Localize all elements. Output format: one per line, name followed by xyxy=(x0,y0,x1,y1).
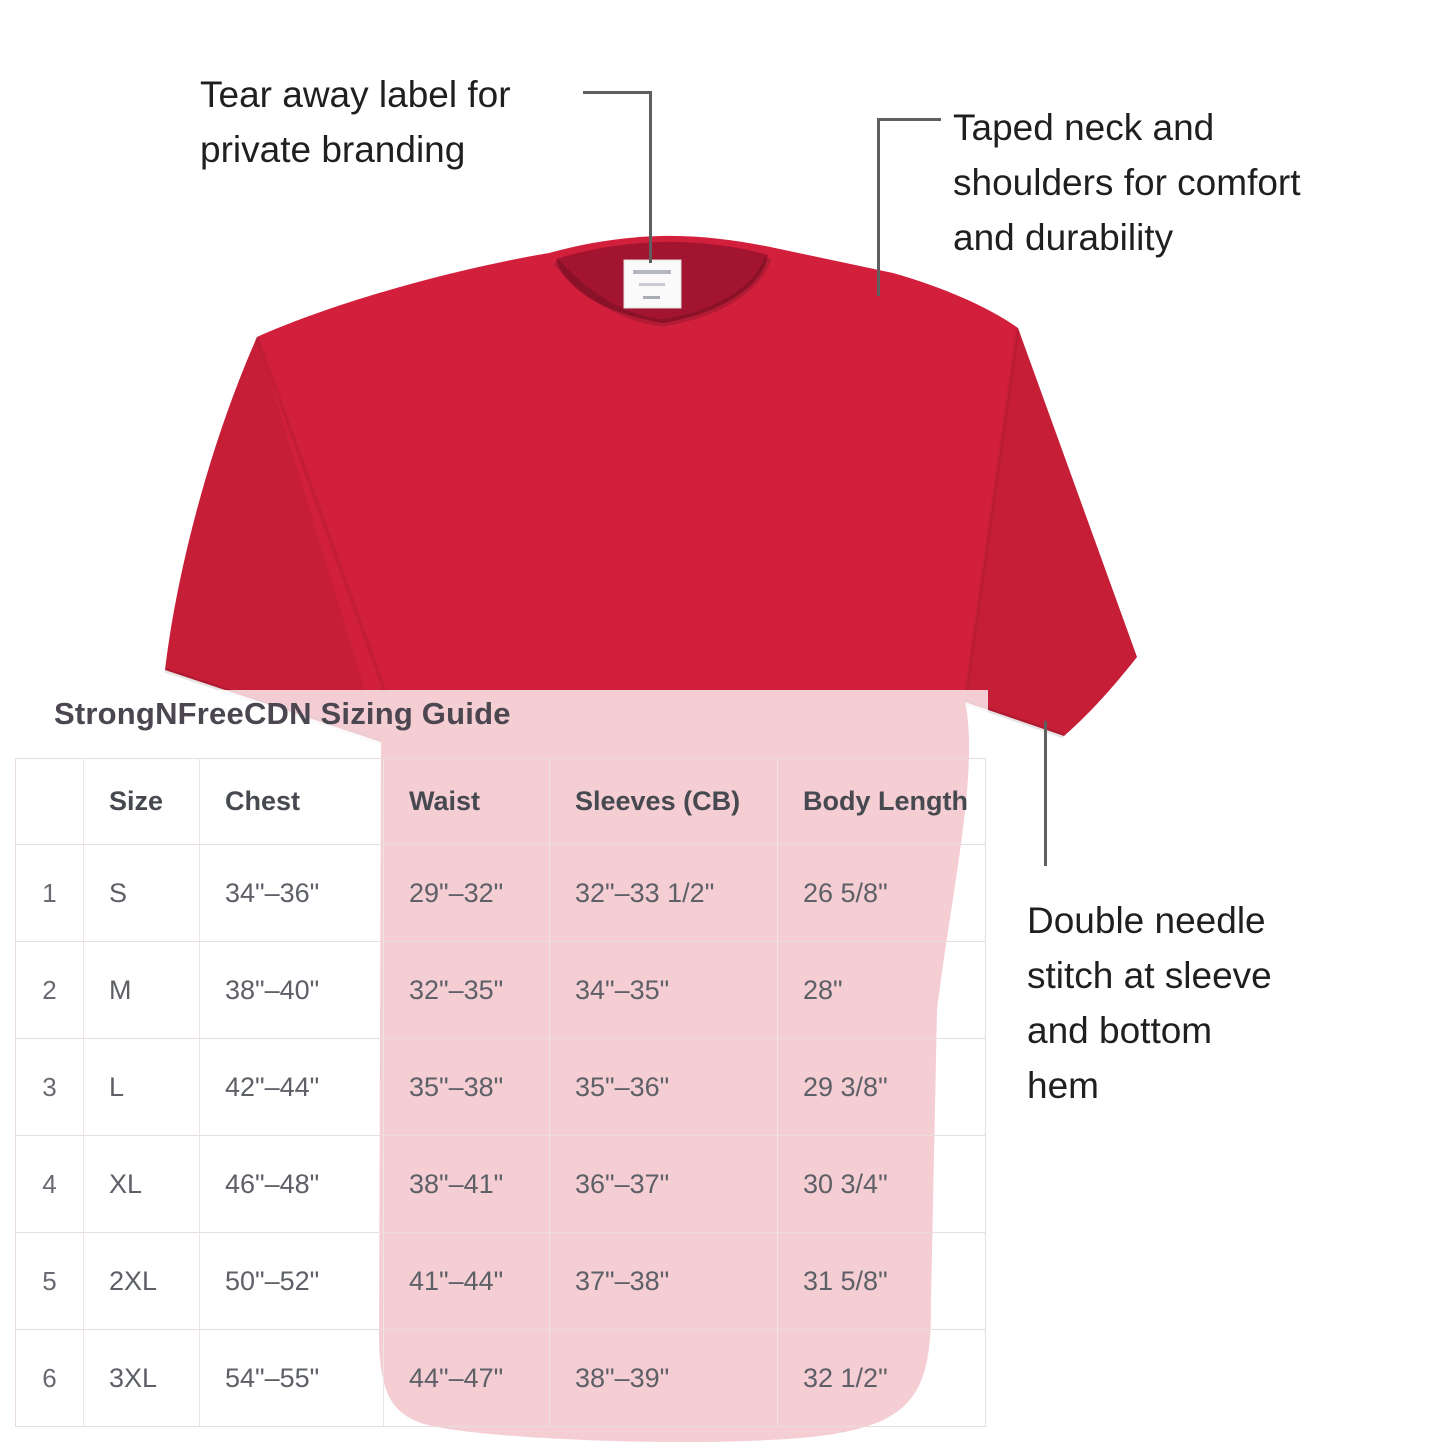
column-header-size: Size xyxy=(83,759,199,844)
cell-size: S xyxy=(83,844,199,941)
row-index: 1 xyxy=(16,844,83,941)
cell-chest: 38"–40" xyxy=(199,941,383,1038)
cell-size: L xyxy=(83,1038,199,1135)
cell-sleeves: 38"–39" xyxy=(549,1329,777,1426)
callout-text-line: hem xyxy=(1027,1065,1099,1106)
column-header-waist: Waist xyxy=(383,759,549,844)
cell-body-length: 31 5/8" xyxy=(777,1232,985,1329)
cell-sleeves: 32"–33 1/2" xyxy=(549,844,777,941)
callout-tear-away-label xyxy=(200,67,511,177)
cell-body-length: 32 1/2" xyxy=(777,1329,985,1426)
row-index: 4 xyxy=(16,1135,83,1232)
cell-waist: 38"–41" xyxy=(383,1135,549,1232)
row-index: 2 xyxy=(16,941,83,1038)
cell-size: XL xyxy=(83,1135,199,1232)
column-header-body-length: Body Length xyxy=(777,759,985,844)
cell-sleeves: 37"–38" xyxy=(549,1232,777,1329)
leader-line-taped-neck-h xyxy=(877,118,941,121)
callout-text-line: Double needle xyxy=(1027,900,1266,941)
sizing-table xyxy=(15,758,986,1427)
column-header-sleeves: Sleeves (CB) xyxy=(549,759,777,844)
leader-line-double-needle-v xyxy=(1044,721,1047,866)
cell-chest: 50"–52" xyxy=(199,1232,383,1329)
cell-body-length: 30 3/4" xyxy=(777,1135,985,1232)
callout-text-line: shoulders for comfort xyxy=(953,162,1301,203)
cell-size: 2XL xyxy=(83,1232,199,1329)
cell-waist: 32"–35" xyxy=(383,941,549,1038)
callout-double-needle xyxy=(1027,893,1272,1113)
row-index: 6 xyxy=(16,1329,83,1426)
cell-chest: 46"–48" xyxy=(199,1135,383,1232)
callout-text-line: Taped neck and xyxy=(953,107,1215,148)
collar-label xyxy=(624,260,681,308)
cell-body-length: 29 3/8" xyxy=(777,1038,985,1135)
leader-line-tear-away-h xyxy=(583,91,652,94)
cell-chest: 34"–36" xyxy=(199,844,383,941)
cell-size: M xyxy=(83,941,199,1038)
sizing-guide-title: StrongNFreeCDN Sizing Guide xyxy=(54,696,511,731)
callout-text-line: Tear away label for xyxy=(200,74,511,115)
callout-text-line: and bottom xyxy=(1027,1010,1213,1051)
cell-chest: 54"–55" xyxy=(199,1329,383,1426)
cell-waist: 44"–47" xyxy=(383,1329,549,1426)
column-header-chest: Chest xyxy=(199,759,383,844)
cell-sleeves: 36"–37" xyxy=(549,1135,777,1232)
row-index: 5 xyxy=(16,1232,83,1329)
cell-size: 3XL xyxy=(83,1329,199,1426)
leader-line-tear-away-v xyxy=(649,91,652,263)
leader-line-taped-neck-v xyxy=(877,118,880,296)
cell-body-length: 28" xyxy=(777,941,985,1038)
cell-waist: 35"–38" xyxy=(383,1038,549,1135)
callout-taped-neck xyxy=(953,100,1301,265)
cell-chest: 42"–44" xyxy=(199,1038,383,1135)
cell-sleeves: 35"–36" xyxy=(549,1038,777,1135)
cell-sleeves: 34"–35" xyxy=(549,941,777,1038)
column-header-index xyxy=(16,759,83,844)
callout-text-line: private branding xyxy=(200,129,466,170)
row-index: 3 xyxy=(16,1038,83,1135)
callout-text-line: stitch at sleeve xyxy=(1027,955,1272,996)
cell-waist: 41"–44" xyxy=(383,1232,549,1329)
callout-text-line: and durability xyxy=(953,217,1174,258)
cell-waist: 29"–32" xyxy=(383,844,549,941)
cell-body-length: 26 5/8" xyxy=(777,844,985,941)
